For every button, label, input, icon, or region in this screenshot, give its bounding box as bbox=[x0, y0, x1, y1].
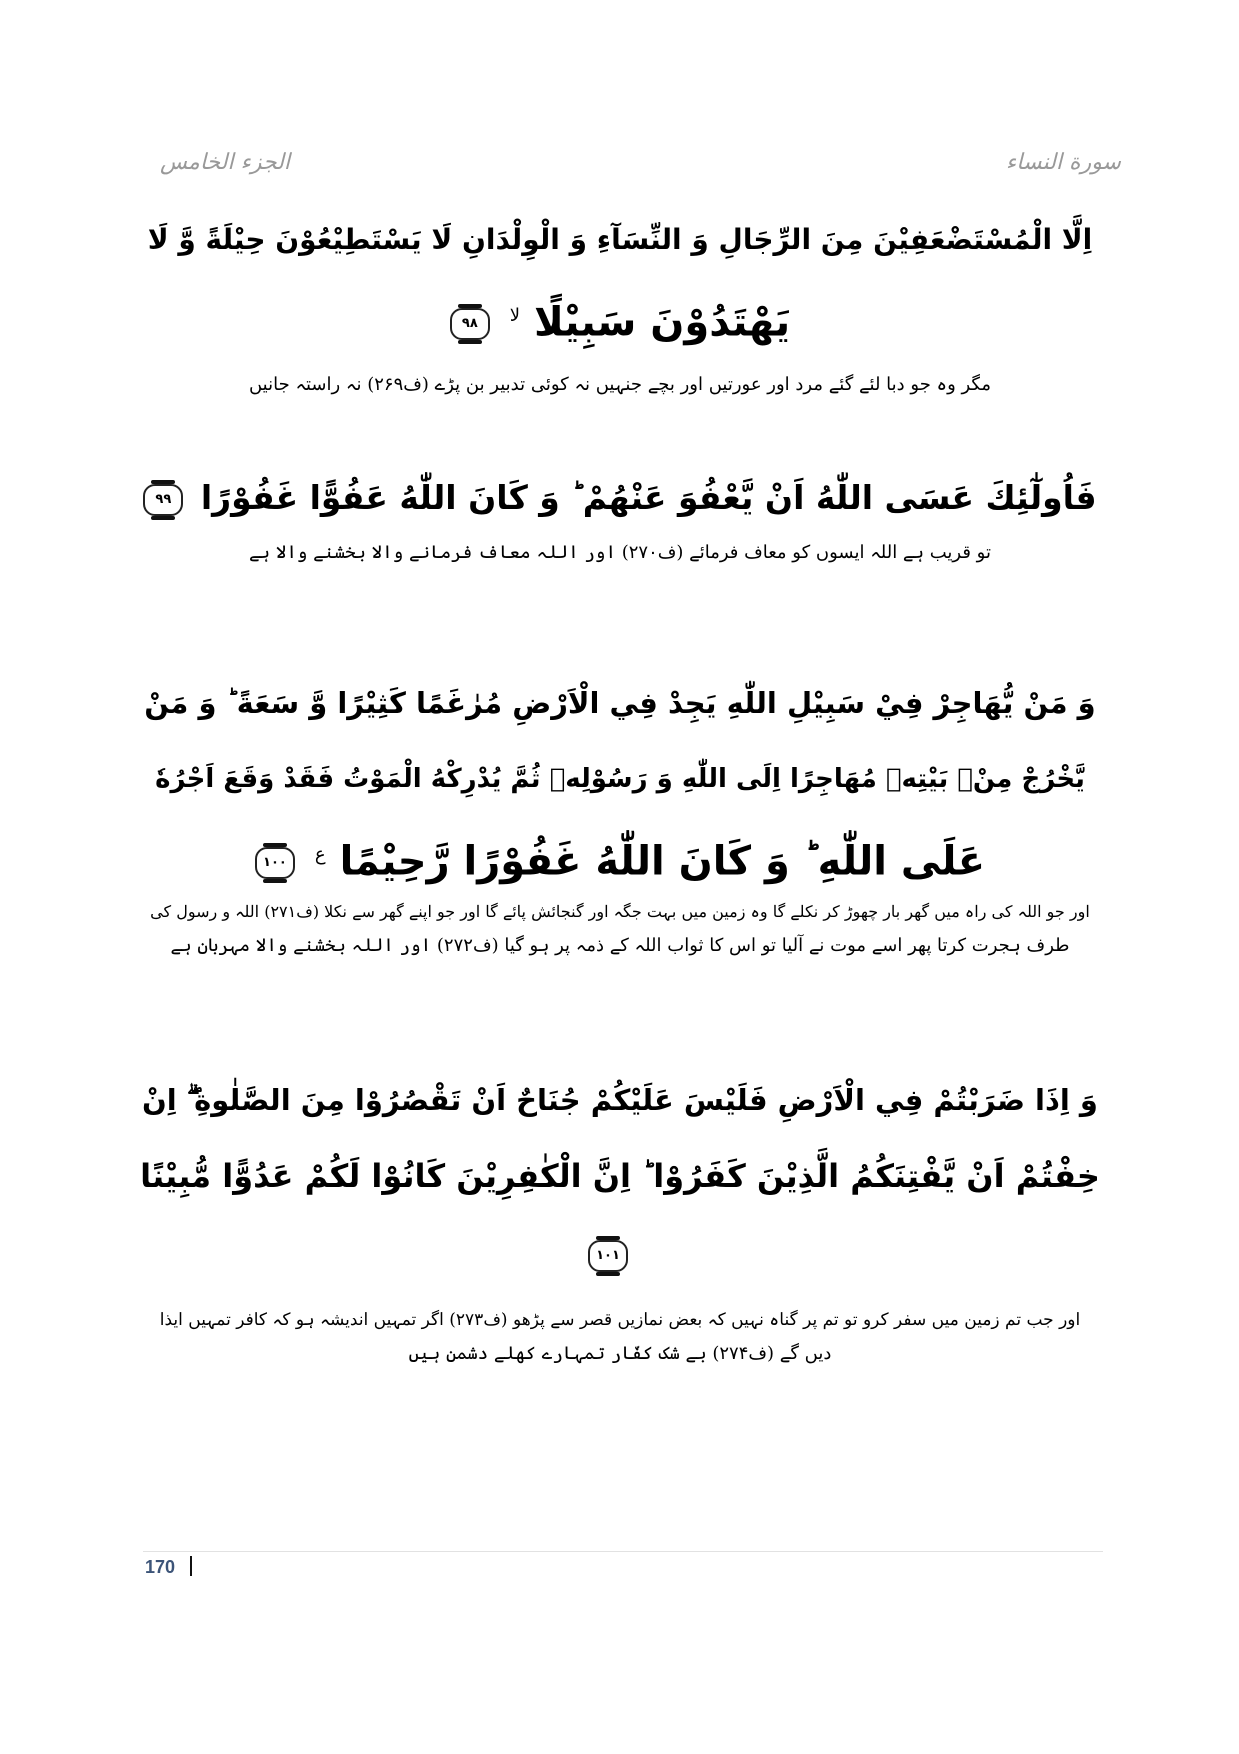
ruku-sign: ع bbox=[314, 844, 326, 865]
ayah-line: وَ اِذَا ضَرَبْتُمْ فِي الْاَرْضِ فَلَيْسَ عَلَيْكُمْ جُنَاحٌ اَنْ تَقْصُرُوْا مِنَ الصَّلٰوةِ ۖۗ اِنْ bbox=[142, 1083, 1098, 1117]
translation-line: اور جو اللہ کی راہ میں گھر بار چھوڑ کر نکلے گا وہ زمین میں بہت جگہ اور گنجائش پائے گا اور جو اپنے گھر سے نکلا (ف۲۷۱) اللہ و رسول کی bbox=[150, 902, 1090, 921]
ayah-99 bbox=[140, 460, 1100, 536]
ayah-line-text: فَاُولٰٓئِكَ عَسَى اللّٰهُ اَنْ يَّعْفُوَ عَنْهُمْ ؕ وَ كَانَ اللّٰهُ عَفُوًّا غَفُوْرًا bbox=[200, 478, 1097, 517]
juz-title-ornament: الجزء الخامس bbox=[160, 150, 291, 175]
ayah-number-marker: ٩٨ bbox=[450, 308, 490, 340]
ayah-line: خِفْتُمْ اَنْ يَّفْتِنَكُمُ الَّذِيْنَ كَفَرُوْا ؕ اِنَّ الْكٰفِرِيْنَ كَانُوْا لَكُمْ عَدُوًّا مُّبِيْنًا bbox=[140, 1157, 1100, 1195]
ayah-number-marker: ١٠٠ bbox=[255, 847, 295, 879]
ayah-line bbox=[140, 278, 1100, 360]
translation-line: اور جب تم زمین میں سفر کرو تو تم پر گناہ نہیں کہ بعض نمازیں قصر سے پڑھو (ف۲۷۳) اگر تمہیں اندیشہ ہو کہ کافر تمہیں ایذا bbox=[159, 1310, 1081, 1330]
ayah-number-marker: ١٠١ bbox=[588, 1240, 628, 1272]
ayah-line-text: عَلَى اللّٰهِ ؕ وَ كَانَ اللّٰهُ غَفُوْرًا رَّحِيْمًا bbox=[339, 838, 986, 885]
ayah-line bbox=[140, 460, 1100, 536]
ayah-line: وَ مَنْ يُّهَاجِرْ فِيْ سَبِيْلِ اللّٰهِ يَجِدْ فِي الْاَرْضِ مُرٰغَمًا كَثِيْرًا وَّ سَعَةً ؕ وَ مَنْ bbox=[144, 686, 1096, 720]
translation-100 bbox=[140, 895, 1100, 963]
translation-line: طرف ہجرت کرتا پھر اسے موت نے آلیا تو اس کا ثواب اللہ کے ذمہ پر ہو گیا (ف۲۷۲) اور اللہ بخشنے والا مہربان ہے bbox=[170, 935, 1070, 956]
translation-line: تو قریب ہے اللہ ایسوں کو معاف فرمائے (ف۲۷۰) اور اللہ معاف فرمانے والا بخشنے والا ہے bbox=[249, 542, 991, 563]
surah-title-ornament: سورة النساء bbox=[1005, 150, 1121, 175]
page-number-separator bbox=[190, 1556, 192, 1576]
ayah-line: يَّخْرُجْ مِنْۢ بَيْتِهٖ مُهَاجِرًا اِلَى اللّٰهِ وَ رَسُوْلِهٖ ثُمَّ يُدْرِكْهُ الْمَوْتُ فَقَدْ وَقَعَ اَجْرُهٗ bbox=[155, 764, 1085, 794]
translation-line: دیں گے (ف۲۷۴) بے شک کفّار تمہارے کھلے دشمن ہیں bbox=[408, 1343, 832, 1364]
ayah-line-text: يَهْتَدُوْنَ سَبِيْلًا bbox=[533, 299, 791, 346]
translation-101 bbox=[140, 1303, 1100, 1371]
translation-98 bbox=[140, 368, 1100, 402]
ayah-100 bbox=[140, 665, 1100, 899]
ayah-number-marker: ٩٩ bbox=[143, 484, 183, 516]
ayah-line: اِلَّا الْمُسْتَضْعَفِيْنَ مِنَ الرِّجَالِ وَ النِّسَآءِ وَ الْوِلْدَانِ لَا يَسْتَطِيْعُوْنَ حِيْلَةً وَّ لَا bbox=[147, 223, 1093, 256]
ayah-101 bbox=[140, 1062, 1100, 1214]
translation-99 bbox=[140, 536, 1100, 570]
page-number: 170 bbox=[145, 1557, 176, 1577]
translation-line: مگر وہ جو دبا لئے گئے مرد اور عورتیں اور بچے جنہیں نہ کوئی تدبیر بن پڑے (ف۲۶۹) نہ راستہ جانیں bbox=[248, 374, 992, 395]
waqf-sign: لا bbox=[509, 305, 521, 326]
ayah-line bbox=[140, 817, 1100, 899]
ayah-98 bbox=[140, 202, 1100, 360]
footer-divider bbox=[143, 1551, 1103, 1552]
